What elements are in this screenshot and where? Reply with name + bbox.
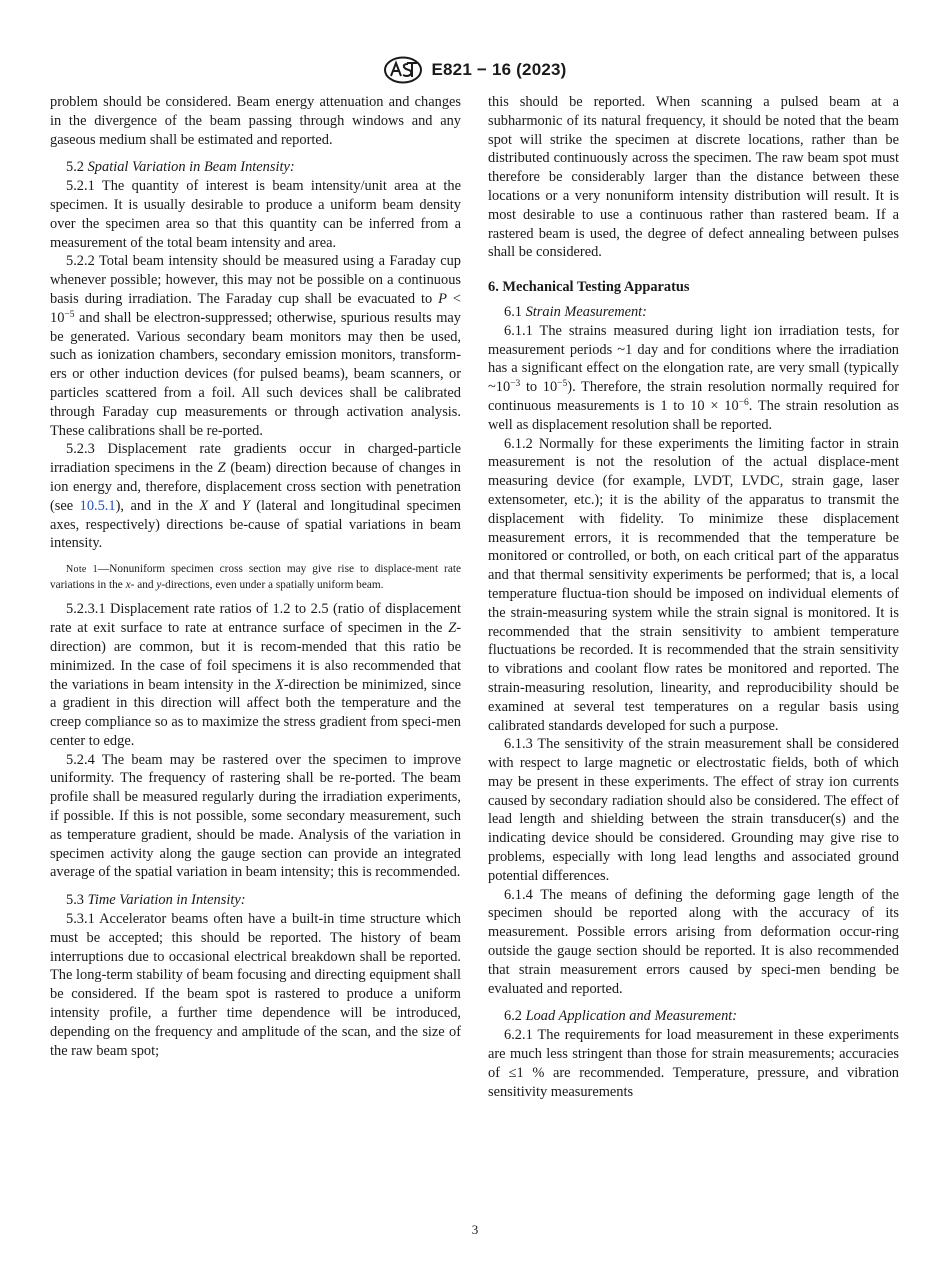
section-heading-6-1: 6.1 Strain Measurement: bbox=[504, 303, 647, 320]
paragraph-5-2-3: 5.2.3 Displacement rate gradients occur in charged-particle irradiation specimens in the Z (beam) direction because of changes in ion energy and, therefore, displacement cross section with penetration (see 10.5.1), and in the X and Y (lateral and longitudinal specimen axes, respectively) directions be-cause of spatial variations in beam intensity. bbox=[50, 441, 461, 552]
left-column bbox=[50, 93, 461, 1060]
page-header bbox=[0, 56, 950, 84]
right-column bbox=[488, 93, 899, 1101]
paragraph-6-1-1: 6.1.1 The strains measured during light ion irradiation tests, for measurement periods ~1 day and for conditions where the irradiation has a significant effect on the elongation rate, are very small (typically $\sim 10^{-3}$ to $10^{-5}$). Therefore, the strain resolution normally required for continuous measurements is 1 to $10 \times 10^{-6}$. The strain resolution as well as displacement resolution shall be reported. bbox=[488, 322, 900, 433]
section-heading-6-2: 6.2 Load Application and Measurement: bbox=[504, 1008, 738, 1025]
paragraph-6-1-4: 6.1.4 The means of defining the deforming gage length of the specimen should be reported along with the accuracy of its measurement. Possible errors arising from deformation occur-ring outside the gauge section should be reported. It is also recommended that strain measurement errors caused by speci-men bending be evaluated and reported. bbox=[488, 886, 899, 997]
paragraph-5-2-3-1: 5.2.3.1 Displacement rate ratios of 1.2 to 2.5 (ratio of displacement rate at exit surface to rate at entrance surface of specimen in the Z-direction) are common, but it is recom-mended that this ratio be minimized. In the case of foil specimens it is also recommended that the variations in beam intensity in the X-direction be minimized, since a gradient in this direction will affect both the temperature and the creep compliance so as to maximize the stress gradient from speci-men center to edge. bbox=[50, 601, 461, 749]
paragraph-continued: this should be reported. When scanning a pulsed beam at a subharmonic of its natural frequency, it should be noted that the beam spot will strike the specimen at discrete locations, rather than be distributed continuously across the specimen. The raw beam spot must therefore be considerably larger than the distance between these locations or a very nonuniform intensity distribution will result. It is most desirable to use a continuous rather than rastered beam. If a rastered beam is used, the degree of defect annealing between pulses shall be considered. bbox=[488, 94, 899, 261]
paragraph-6-1-2: 6.1.2 Normally for these experiments the limiting factor in strain measurement is not the resolution of the actual displace-ment measuring device (for example, LVDT, LVDC, strain gage, laser extensometer, etc.); it is the ability of the apparatus to transmit the displacement with fidelity. To minimize these displacement measurement errors, it is recommended that the temperature be monitored or controlled, or both, on each critical part of the apparatus and that thermal sensitivity experiments be performed; that is, a local temperature fluctua-tion should be imposed on individual elements of the strain-measuring system while the strain signal is monitored. It is recommended that the strain sensitivity to ambient temperature fluctuations be recorded. It is recommended that the strain sensitivity to vibrations and coolant flow rates be monitored and reported. The strain-measuring resolution, linearity, and reproducibility should be examined at several test temperatures on a regular basis using calibrated standards developed for such a purpose. bbox=[488, 435, 899, 734]
paragraph-5-2-1: 5.2.1 The quantity of interest is beam intensity/unit area at the specimen. It is usually desirable to produce a uniform beam density over the specimen area so that this quantity can be inferred from a measurement of the total beam intensity and area. bbox=[50, 178, 461, 251]
page-number: 3 bbox=[471, 1222, 479, 1237]
paragraph-continued: problem should be considered. Beam energy attenuation and changes in the divergence of the beam passing through windows and any gaseous medium shall be estimated and reported. bbox=[50, 94, 461, 148]
paragraph-6-2-1: 6.2.1 The requirements for load measurement in these experiments are much less stringent than those for strain measurements; accuracies of ≤1 % are recommended. Temperature, pressure, and vibration sensitivity measurements bbox=[488, 1027, 899, 1100]
section-heading-5-3: 5.3 Time Variation in Intensity: bbox=[66, 892, 246, 909]
paragraph-6-1-3: 6.1.3 The sensitivity of the strain measurement shall be considered with respect to large magnetic or electrostatic fields, both of which may be present in these experiments. The effect of stray ion currents caused by secondary radiation should also be considered. The effect of lead length and shielding between the strain transducer(s) and the indicating device should be considered. Grounding may give rise to problems, especially with long lead lengths and associated ground potential differences. bbox=[488, 736, 899, 884]
paragraph-5-2-4: 5.2.4 The beam may be rastered over the specimen to improve uniformity. The frequency of rastering shall be re-ported. The beam profile shall be measured regularly during the irradiation experiments, if possible. If this is not possible, some secondary measurement, such as temperature gradient, should be made. Analysis of the variation in specimen activity along the gauge section can provide an integrated average of the spatial variation in beam intensity; this is recommended. bbox=[50, 751, 461, 881]
astm-logo-icon bbox=[383, 56, 423, 84]
cross-reference-link[interactable]: 10.5.1 bbox=[79, 497, 116, 514]
note-1: Note 1—Nonuniform specimen cross section may give rise to displace-ment rate variations in the x- and y-directions, even under a spatially uniform beam. bbox=[50, 563, 461, 591]
section-heading-5-2: 5.2 Spatial Variation in Beam Intensity: bbox=[66, 159, 295, 176]
paragraph-5-2-2: 5.2.2 Total beam intensity should be measured using a Faraday cup whenever possible; however, this may not be possible on a continuous basis during irradiation. The Faraday cup shall be evacuated to $P < 10^{-5}$ and shall be electron-suppressed; otherwise, spurious results may be generated. Various secondary beam monitors may then be used, such as ionization chambers, secondary emission monitors, transform-ers or other induction devices (for pulsed beams), beam scanners, or particles scattered from a foil. All such devices shall be calibrated through Faraday cup measurements or through activation analysis. These calibrations shall be re-ported. bbox=[50, 253, 461, 439]
standard-designation: E821 − 16 (2023) bbox=[431, 60, 567, 79]
section-heading-6: 6. Mechanical Testing Apparatus bbox=[488, 279, 690, 296]
paragraph-5-3-1: 5.3.1 Accelerator beams often have a built-in time structure which must be accepted; this should be reported. The history of beam interruptions due to occasional electrical breakdown shall be reported. The long-term stability of beam focusing and directing equipment shall be considered. If the beam spot is rastered to produce a uniform intensity profile, a further time dependence will be introduced, depending on the frequency and amplitude of the scan, and the size of the raw beam spot; bbox=[50, 911, 461, 1059]
